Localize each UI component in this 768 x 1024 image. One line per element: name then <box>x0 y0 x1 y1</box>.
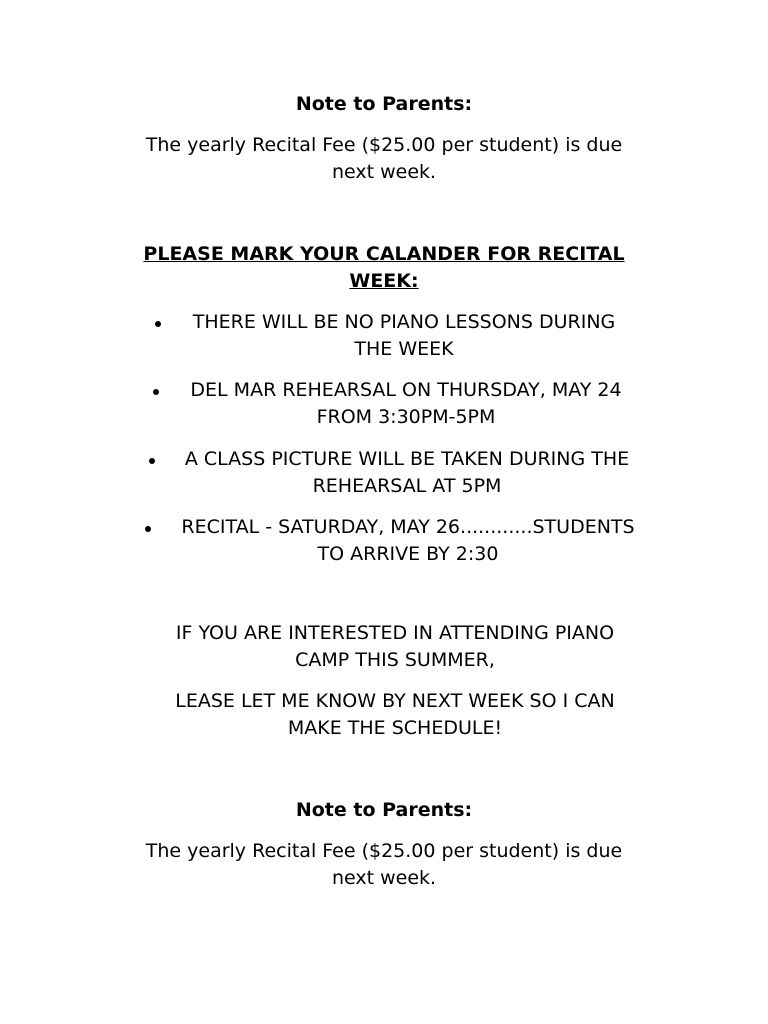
calendar-heading-line2: WEEK: <box>349 270 419 292</box>
list-item <box>0 446 768 502</box>
camp-paragraph-2-line2: MAKE THE SCHEDULE! <box>287 717 503 739</box>
note-body-bottom-line1: The yearly Recital Fee ($25.00 per student) is due <box>145 840 623 862</box>
note-heading-top-text: Note to Parents: <box>295 93 473 115</box>
list-item-line2: FROM 3:30PM-5PM <box>316 406 496 428</box>
calendar-heading <box>84 241 684 295</box>
note-heading-bottom <box>84 797 684 824</box>
list-item-line2: TO ARRIVE BY 2:30 <box>317 543 499 565</box>
note-body-top-line2: next week. <box>331 161 437 183</box>
list-item <box>0 514 768 570</box>
calendar-heading-line1: PLEASE MARK YOUR CALANDER FOR RECITAL <box>143 243 625 265</box>
camp-paragraph-1-line1: IF YOU ARE INTERESTED IN ATTENDING PIANO <box>175 622 615 644</box>
list-item <box>0 377 768 433</box>
list-item-line1: RECITAL - SATURDAY, MAY 26............STUDENTS <box>181 516 635 538</box>
note-body-bottom-line2: next week. <box>331 867 437 889</box>
bullet-dot <box>153 389 159 395</box>
bullet-dot <box>149 458 155 464</box>
list-item-text <box>164 446 650 500</box>
camp-paragraph-2-line1: LEASE LET ME KNOW BY NEXT WEEK SO I CAN <box>175 690 615 712</box>
list-item-line2: THE WEEK <box>354 338 454 360</box>
bullet-dot <box>145 526 151 532</box>
list-item-text <box>160 514 656 568</box>
list-item-line2: REHEARSAL AT 5PM <box>312 475 502 497</box>
camp-paragraph-1-line2: CAMP THIS SUMMER, <box>295 649 495 671</box>
bullet-dot <box>155 321 161 327</box>
note-heading-bottom-text: Note to Parents: <box>295 799 473 821</box>
note-body-top <box>84 132 684 186</box>
list-item <box>0 309 768 365</box>
note-body-bottom <box>84 838 684 892</box>
list-item-text <box>166 377 646 431</box>
list-item-text <box>174 309 634 363</box>
note-body-top-line1: The yearly Recital Fee ($25.00 per student) is due <box>145 134 623 156</box>
list-item-line1: DEL MAR REHEARSAL ON THURSDAY, MAY 24 <box>190 379 622 401</box>
camp-paragraph-2 <box>84 688 706 742</box>
list-item-line1: THERE WILL BE NO PIANO LESSONS DURING <box>192 311 616 333</box>
list-item-line1: A CLASS PICTURE WILL BE TAKEN DURING THE <box>184 448 630 470</box>
camp-paragraph-1 <box>84 620 706 674</box>
note-heading-top <box>84 91 684 118</box>
